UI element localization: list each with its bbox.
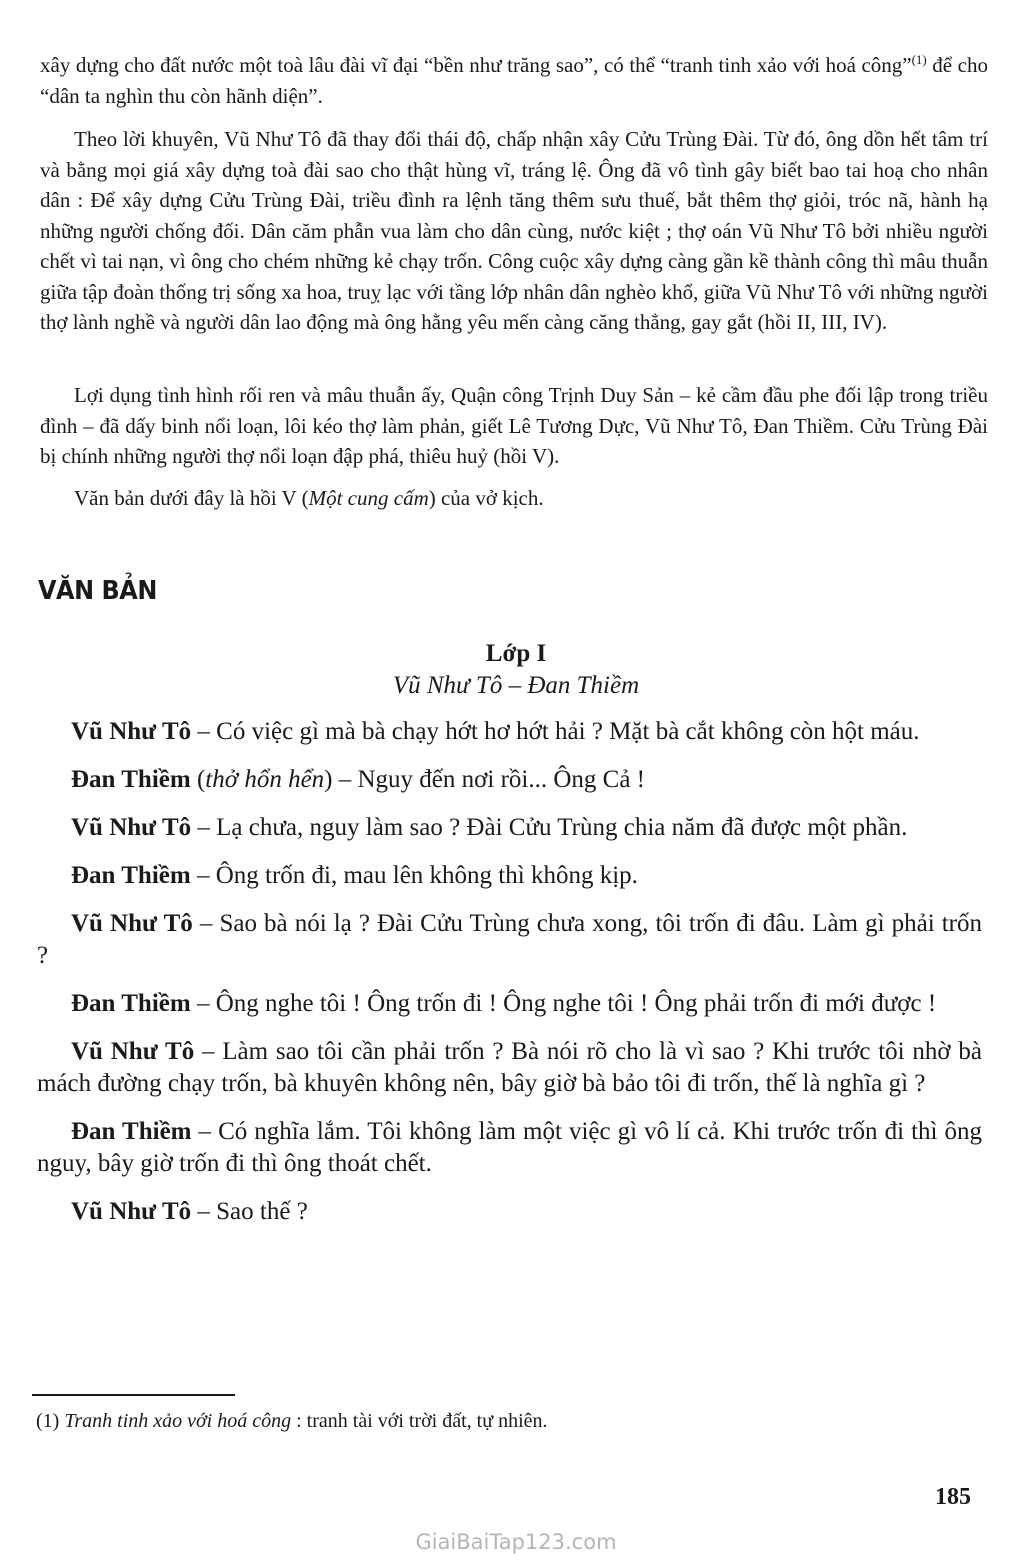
speaker-name: Vũ Như Tô <box>71 1038 195 1065</box>
speaker-name: Vũ Như Tô <box>71 718 192 745</box>
intro-p2-text: Theo lời khuyên, Vũ Như Tô đã thay đổi thái độ, chấp nhận xây Cửu Trùng Đài. Từ đó, ông dồn hết tâm trí và bằng mọi giá xây dựng toà đài sao cho thật hùng vĩ, tráng lệ. Ông đã vô tình gây biết bao tai hoạ cho nhân dân : Để xây dựng Cửu Trùng Đài, triều đình ra lệnh tăng thêm sưu thuế, bắt thêm thợ giỏi, tróc nã, hành hạ những người chống đối. Dân căm phẫn vua làm cho dân cùng, nước kiệt ; thợ oán Vũ Như Tô bởi nhiều người chết vì tai nạn, vì ông cho chém những kẻ chạy trốn. Công cuộc xây dựng càng gần kề thành công thì mâu thuẫn giữa tập đoàn thống trị sống xa hoa, truỵ lạc với tầng lớp nhân dân nghèo khổ, giữa Vũ Như Tô với những người thợ lành nghề và người dân lao động mà ông hằng yêu mến càng căng thẳng, gay gắt (hồi II, III, IV). <box>40 127 988 334</box>
speaker-name: Vũ Như Tô <box>71 1198 192 1225</box>
stage-direction: thở hổn hển <box>205 766 325 793</box>
section-heading: VĂN BẢN <box>38 576 157 606</box>
page-number: 185 <box>935 1484 971 1510</box>
footnote <box>36 1410 976 1433</box>
scene-characters: Vũ Như Tô – Đan Thiềm <box>392 672 640 699</box>
speaker-name: Vũ Như Tô <box>71 910 193 937</box>
dialogue-line <box>37 1116 982 1180</box>
intro-p4-text-end: ) của vở kịch. <box>428 486 544 510</box>
intro-paragraph-3 <box>40 380 988 472</box>
dialogue-line <box>37 812 982 844</box>
dialogue-text: – Lạ chưa, nguy làm sao ? Đài Cửu Trùng chia năm đã được một phần. <box>191 814 908 841</box>
dialogue-text: – Làm sao tôi cần phải trốn ? Bà nói rõ cho là vì sao ? Khi trước tôi nhờ bà mách đường chạy trốn, bà khuyên không nên, bây giờ bà bảo tôi đi trốn, thế là nghĩa gì ? <box>37 1038 982 1097</box>
dialogue <box>37 716 982 1244</box>
intro-p1-text-end: để cho “dân ta nghìn thu còn hãnh diện”. <box>40 53 988 108</box>
footnote-marker: (1) <box>36 1410 60 1432</box>
dialogue-line: Đan Thiềm (thở hổn hển) – Nguy đến nơi rồi... Ông Cả ! <box>71 766 645 793</box>
speaker-name: Đan Thiềm <box>71 1118 192 1145</box>
speaker-name: Đan Thiềm <box>71 862 191 889</box>
dialogue-line <box>37 1036 982 1100</box>
act-title: Một cung cấm <box>308 486 429 510</box>
dialogue-text: – Sao bà nói lạ ? Đài Cửu Trùng chưa xong, tôi trốn đi đâu. Làm gì phải trốn ? <box>37 910 982 969</box>
footnote-ref: (1) <box>911 52 927 67</box>
dialogue-text: – Có nghĩa lắm. Tôi không làm một việc gì vô lí cả. Khi trước trốn đi thì ông nguy, bây giờ trốn đi thì ông thoát chết. <box>37 1118 983 1177</box>
intro-paragraph-2 <box>40 124 988 338</box>
dialogue-line <box>37 1196 982 1228</box>
watermark: GiaiBaiTap123.com <box>415 1530 617 1554</box>
dialogue-line <box>37 716 982 748</box>
speaker-name: Đan Thiềm <box>71 990 191 1017</box>
scene-title: Lớp I <box>485 640 547 667</box>
intro-p3-text: Lợi dụng tình hình rối ren và mâu thuẫn ấy, Quận công Trịnh Duy Sản – kẻ cầm đầu phe đối lập trong triều đình – đã dấy binh nổi loạn, lôi kéo thợ làm phản, giết Lê Tương Dực, Vũ Như Tô, Đan Thiềm. Cửu Trùng Đài bị chính những người thợ nổi loạn đập phá, thiêu huỷ (hồi V). <box>40 383 988 468</box>
dialogue-text: – Ông nghe tôi ! Ông trốn đi ! Ông nghe tôi ! Ông phải trốn đi mới được ! <box>190 990 937 1017</box>
dialogue-line <box>37 988 982 1020</box>
dialogue-text: – Nguy đến nơi rồi... Ông Cả ! <box>332 766 645 793</box>
speaker-name: Đan Thiềm <box>71 766 191 793</box>
intro-p4-text: Văn bản dưới đây là hồi V ( <box>74 486 309 510</box>
intro-paragraph-4 <box>40 483 988 514</box>
intro-paragraph-1 <box>40 50 988 111</box>
dialogue-text: – Sao thế ? <box>191 1198 308 1225</box>
dialogue-line <box>37 908 982 972</box>
speaker-name: Vũ Như Tô <box>71 814 192 841</box>
footnote-definition: : tranh tài với trời đất, tự nhiên. <box>291 1410 548 1432</box>
footnote-term: Tranh tinh xảo với hoá công <box>64 1410 292 1432</box>
dialogue-text: – Ông trốn đi, mau lên không thì không kịp. <box>190 862 638 889</box>
dialogue-text: – Có việc gì mà bà chạy hớt hơ hớt hải ? Mặt bà cắt không còn hột máu. <box>191 718 920 745</box>
dialogue-line <box>37 860 982 892</box>
footnote-divider <box>32 1394 235 1396</box>
intro-p1-text: xây dựng cho đất nước một toà lâu đài vĩ đại “bền như trăng sao”, có thể “tranh tinh xảo với hoá công” <box>40 53 912 77</box>
